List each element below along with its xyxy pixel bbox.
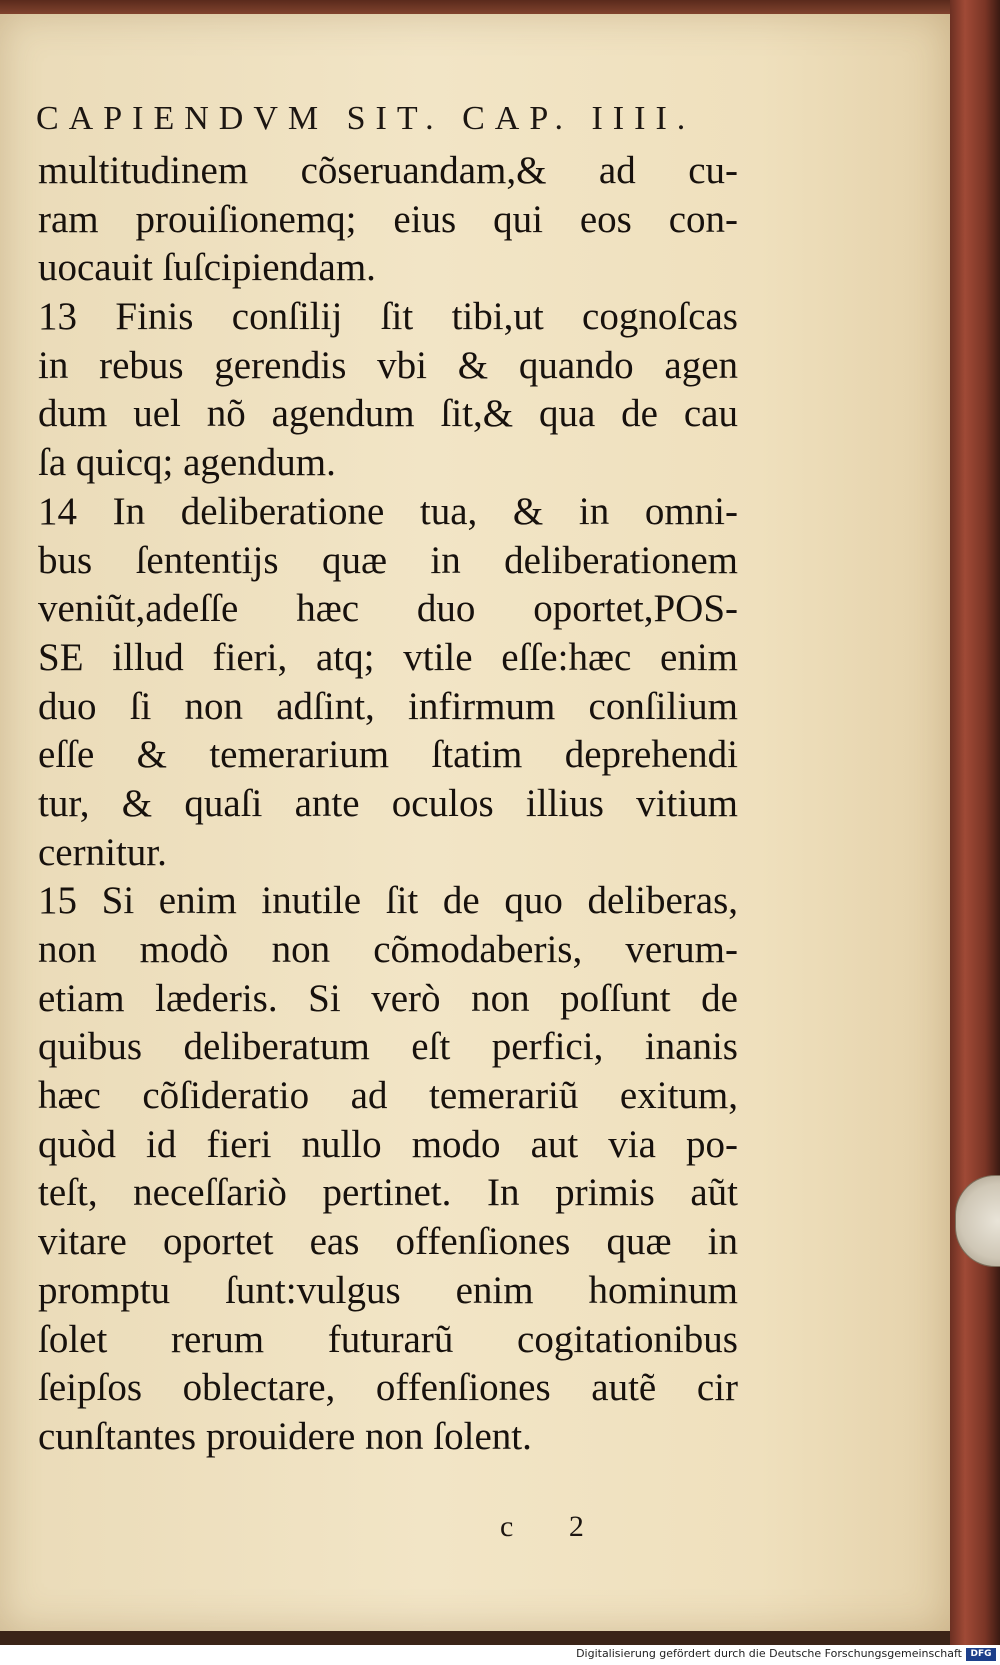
text-line: teſt, neceſſariò pertinet. In primis aũt (38, 1171, 738, 1215)
text-line: in rebus gerendis vbi & quando agen (38, 343, 738, 387)
text-line: 13 Finis conſilij ſit tibi,ut cognoſcas (38, 295, 738, 339)
text-line: multitudinem cõseruandam,& ad cu- (38, 149, 738, 192)
book-cover-edge (950, 0, 1000, 1645)
text-line: ram prouiſionemq; eius qui eos con- (38, 197, 738, 241)
text-line: hæc cõſideratio ad temerariũ exitum, (38, 1074, 738, 1118)
text-line: uocauit ſuſcipiendam. (38, 246, 376, 290)
text-line: cernitur. (38, 830, 167, 874)
text-line: quòd id fieri nullo modo aut via po- (38, 1122, 738, 1166)
dfg-logo-icon: DFG (966, 1648, 996, 1661)
text-line: vitare oportet eas offenſiones quæ in (38, 1220, 738, 1264)
text-line: cunſtantes prouidere non ſolent. (38, 1414, 532, 1458)
running-head: CAPIENDVM SIT. CAP. IIII. (36, 100, 696, 137)
text-line: tur, & quaſi ante oculos illius vitium (38, 781, 738, 825)
text-line: quibus deliberatum eſt perfici, inanis (38, 1025, 738, 1069)
funding-credit: Digitalisierung gefördert durch die Deutsche Forschungsgemeinschaft (576, 1647, 962, 1660)
text-line: 15 Si enim inutile ſit de quo deliberas, (38, 879, 738, 923)
text-line: promptu ſunt:vulgus enim hominum (38, 1268, 738, 1312)
text-line: SE illud fieri, atq; vtile eſſe:hæc enim (38, 635, 738, 679)
text-line: etiam læderis. Si verò non poſſunt de (38, 976, 738, 1020)
text-line: duo ſi non adſint, infirmum conſilium (38, 684, 738, 728)
digitization-footer (0, 1645, 1000, 1665)
text-line: veniũt,adeſſe hæc duo oportet,POS- (38, 587, 738, 631)
text-line: eſſe & temerarium ſtatim deprehendi (38, 733, 738, 777)
text-line: non modò non cõmodaberis, verum- (38, 928, 738, 971)
text-line: dum uel nõ agendum ſit,& qua de cau (38, 392, 738, 436)
page-body (38, 147, 738, 1462)
text-line: ſolet rerum futurarũ cogitationibus (38, 1317, 738, 1361)
signature-mark: c 2 (500, 1510, 608, 1543)
text-line: bus ſententijs quæ in deliberationem (38, 538, 738, 582)
text-line: 14 In deliberatione tua, & in omni- (38, 489, 738, 533)
text-line: ſeipſos oblectare, offenſiones autẽ cir (38, 1366, 738, 1410)
text-line: ſa quicq; agendum. (38, 441, 336, 485)
